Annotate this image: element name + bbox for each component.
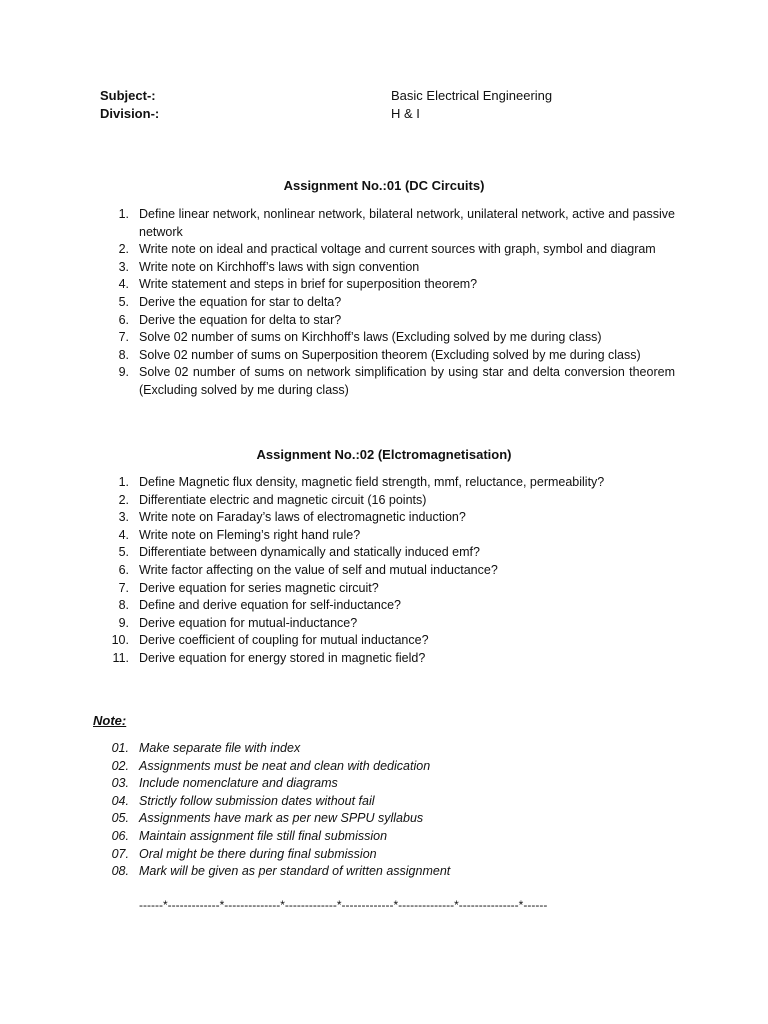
list-item-text: Write note on Fleming’s right hand rule?	[139, 527, 361, 542]
list-item-text: Solve 02 number of sums on Superposition theorem (Excluding solved by me during class)	[139, 347, 641, 362]
list-item-text: Derive the equation for delta to star?	[139, 312, 342, 327]
list-item-number: 5.	[118, 545, 129, 560]
list-item-number: 11.	[112, 650, 129, 665]
list-item	[99, 740, 675, 758]
list-item	[99, 846, 675, 864]
list-item	[99, 632, 675, 650]
list-item-text: Strictly follow submission dates without fail	[139, 793, 375, 808]
list-item	[99, 544, 675, 562]
assignment2-title: Assignment No.:02 (Elctromagnetisation)	[256, 447, 512, 462]
list-item-text: Derive coefficient of coupling for mutual inductance?	[139, 633, 429, 648]
list-item-text: Differentiate between dynamically and statically induced emf?	[139, 545, 480, 560]
list-item-number: 07.	[111, 846, 129, 861]
divider-line: ------*-------------*--------------*-------------*-------------*--------------*---------------*------	[139, 898, 548, 912]
list-item-number: 6.	[118, 562, 129, 577]
division-label: Division-:	[100, 106, 160, 121]
assignment1-title: Assignment No.:01 (DC Circuits)	[283, 178, 485, 193]
list-item	[99, 615, 675, 633]
list-item	[99, 650, 675, 668]
list-item-number: 02.	[111, 758, 129, 773]
list-item-text: Solve 02 number of sums on Kirchhoff’s laws (Excluding solved by me during class)	[139, 330, 602, 345]
list-item	[99, 793, 675, 811]
list-item-number: 2.	[118, 242, 129, 257]
note-heading: Note:	[93, 713, 127, 728]
list-item-number: 9.	[118, 615, 129, 630]
list-item-number: 1.	[118, 475, 129, 489]
list-item-number: 8.	[118, 598, 129, 613]
assignment1-list	[99, 206, 675, 400]
subject-row	[100, 88, 660, 106]
list-item	[99, 527, 675, 545]
list-item-text: Assignments have mark as per new SPPU syllabus	[139, 811, 424, 826]
list-item-number: 3.	[118, 510, 129, 525]
list-item-text: Derive equation for mutual-inductance?	[139, 615, 358, 630]
list-item-number: 06.	[111, 828, 129, 843]
list-item-text: Maintain assignment file still final submission	[139, 828, 388, 843]
list-item-text: Assignments must be neat and clean with dedication	[139, 758, 431, 773]
list-item-number: 8.	[118, 347, 129, 362]
list-item	[99, 580, 675, 598]
list-item	[99, 241, 675, 259]
list-item-number: 7.	[118, 330, 129, 345]
list-item-text: Write factor affecting on the value of self and mutual inductance?	[139, 562, 498, 577]
list-item-number: 7.	[118, 580, 129, 595]
list-item-text: Define Magnetic flux density, magnetic field strength, mmf, reluctance, permeability?	[139, 475, 605, 489]
list-item-number: 1.	[118, 207, 129, 221]
list-item	[99, 597, 675, 615]
list-item	[99, 312, 675, 330]
list-item	[99, 863, 675, 881]
division-value: H & I	[391, 106, 420, 121]
list-item-text: Derive equation for series magnetic circuit?	[139, 580, 379, 595]
list-item	[99, 259, 675, 277]
list-item-text: Write note on Faraday’s laws of electromagnetic induction?	[139, 510, 466, 525]
list-item	[99, 492, 675, 510]
list-item-number: 04.	[111, 793, 129, 808]
list-item	[99, 364, 675, 399]
list-item	[99, 775, 675, 793]
list-item	[99, 509, 675, 527]
list-item-text: Derive equation for energy stored in magnetic field?	[139, 650, 426, 665]
list-item-number: 2.	[118, 492, 129, 507]
list-item-number: 9.	[118, 365, 129, 380]
list-item-number: 08.	[111, 864, 129, 879]
list-item	[99, 329, 675, 347]
list-item-number: 01.	[111, 741, 129, 755]
list-item	[99, 294, 675, 312]
list-item-number: 05.	[111, 811, 129, 826]
list-item	[99, 810, 675, 828]
list-item	[99, 828, 675, 846]
list-item	[99, 474, 675, 492]
list-item-text: Define linear network, nonlinear network, bilateral network, unilateral network, active and passive network	[139, 207, 675, 239]
list-item-text: Oral might be there during final submission	[139, 846, 377, 861]
list-item-text: Derive the equation for star to delta?	[139, 294, 342, 309]
list-item-text: Write note on ideal and practical voltage and current sources with graph, symbol and diagram	[139, 242, 656, 257]
list-item-number: 5.	[118, 294, 129, 309]
list-item-text: Write statement and steps in brief for superposition theorem?	[139, 277, 478, 292]
list-item-text: Include nomenclature and diagrams	[139, 776, 338, 791]
list-item-number: 4.	[118, 527, 129, 542]
subject-value: Basic Electrical Engineering	[391, 88, 553, 103]
list-item	[99, 276, 675, 294]
list-item-text: Solve 02 number of sums on network simplification by using star and delta conversion theorem (Excluding solved by me during class)	[139, 365, 675, 397]
assignment2-list	[99, 474, 675, 668]
list-item-number: 3.	[118, 259, 129, 274]
division-row	[100, 106, 660, 124]
list-item-number: 6.	[118, 312, 129, 327]
list-item-text: Differentiate electric and magnetic circuit (16 points)	[139, 492, 427, 507]
list-item-text: Define and derive equation for self-inductance?	[139, 598, 401, 613]
list-item	[99, 347, 675, 365]
list-item-number: 03.	[111, 776, 129, 791]
list-item-number: 10.	[111, 633, 129, 648]
list-item-text: Write note on Kirchhoff’s laws with sign convention	[139, 259, 420, 274]
list-item	[99, 758, 675, 776]
subject-label: Subject-:	[100, 88, 156, 103]
list-item-number: 4.	[118, 277, 129, 292]
note-list	[99, 740, 675, 881]
list-item	[99, 206, 675, 241]
list-item-text: Make separate file with index	[139, 741, 301, 755]
list-item	[99, 562, 675, 580]
list-item-text: Mark will be given as per standard of written assignment	[139, 864, 451, 879]
